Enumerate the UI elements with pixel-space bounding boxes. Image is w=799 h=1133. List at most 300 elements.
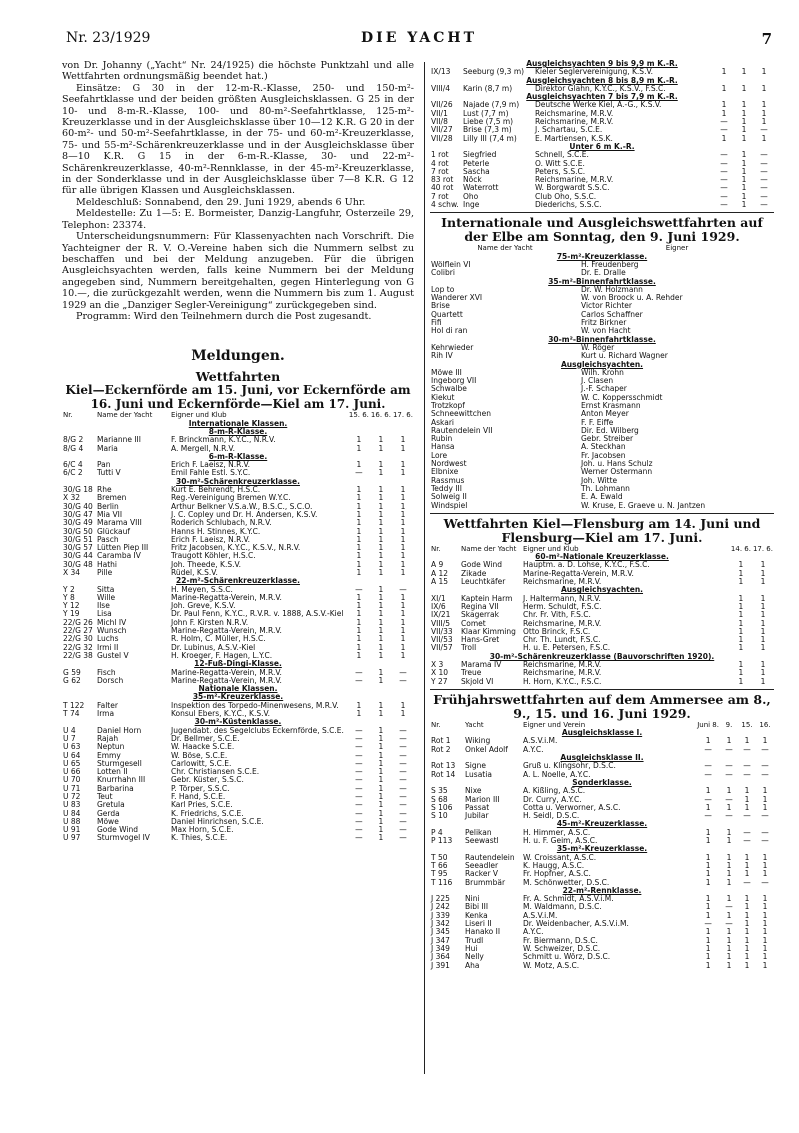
class-heading: 22-m²-Rennklasse. — [562, 886, 642, 895]
table-cell: Nordwest — [431, 460, 467, 469]
table-cell: Rassmus — [431, 476, 465, 485]
entry-row — [430, 796, 774, 804]
table-cell: Michl IV — [97, 618, 127, 627]
entry-row — [430, 151, 774, 159]
table-cell: — — [355, 759, 363, 768]
table-cell: Dr. E. Dralle — [581, 269, 626, 278]
column-header: Nr. — [63, 411, 73, 420]
table-cell: — — [355, 809, 363, 818]
entry-row — [430, 628, 774, 636]
table-cell: Joh. Witte — [581, 476, 618, 485]
class-heading: 30-m²-Schärenkreuzerklasse. — [176, 477, 300, 486]
table-cell: Karl Pries, S.C.E. — [171, 801, 233, 810]
entry-row — [62, 834, 414, 842]
table-cell: 1 — [378, 469, 384, 478]
table-cell: — — [720, 159, 728, 168]
table-cell: Marion III — [465, 795, 500, 804]
entry-row — [430, 771, 774, 779]
table-cell: — — [399, 793, 407, 801]
section-rule — [430, 513, 774, 514]
table-cell: Marine-Regatta-Verein, M.R.V. — [171, 627, 282, 636]
ammersee-heading: Frühjahrswettfahrten auf dem Ammersee am 8., 9., 15. und 16. Juni 1929. — [433, 691, 771, 721]
class-heading-row — [430, 361, 774, 369]
table-cell: Lop to — [431, 285, 455, 294]
table-cell: P. Törper, S.S.C. — [171, 784, 230, 793]
class-heading-row — [430, 336, 774, 344]
table-cell: — — [743, 762, 751, 771]
table-cell: — — [760, 126, 768, 135]
entry-row — [430, 903, 774, 911]
entry-row — [430, 485, 774, 493]
table-cell: Kaptein Harm — [461, 594, 513, 603]
entry-row — [430, 311, 774, 319]
table-cell: Reg.-Vereinigung Bremen W.Y.C. — [171, 494, 291, 503]
table-cell: J.-F. Schaper — [581, 385, 627, 394]
table-cell: Barbarina — [97, 784, 134, 793]
table-cell: Onkel Adolf — [465, 745, 508, 754]
table-cell: 1 — [744, 953, 750, 962]
table-cell: 1 — [726, 944, 732, 953]
entry-row — [430, 269, 774, 277]
table-cell: 1 — [760, 661, 766, 669]
table-cell: — — [704, 920, 712, 929]
table-cell: 1 — [378, 610, 384, 619]
table-cell: E. A. Ewald — [581, 493, 623, 502]
table-cell: — — [760, 201, 768, 210]
table-cell: U 72 — [63, 793, 81, 801]
table-cell: 1 — [705, 837, 711, 846]
table-cell: 1 — [761, 68, 767, 77]
table-cell: Möwe III — [431, 368, 462, 377]
entry-row — [62, 528, 414, 536]
table-cell: Rot 1 — [431, 737, 451, 746]
table-cell: 1 — [400, 701, 406, 710]
table-cell: 8/G 4 — [63, 444, 84, 453]
table-cell: Schmitt u. Wörz, D.S.C. — [523, 953, 611, 962]
table-cell: X 3 — [431, 661, 444, 669]
class-heading-row — [62, 478, 414, 486]
class-heading-row — [430, 253, 774, 261]
table-cell: 1 — [378, 527, 384, 536]
class-heading: Unter 6 m K.-R. — [569, 142, 635, 151]
table-cell: Skjold VI — [461, 677, 494, 686]
entry-row — [62, 793, 414, 801]
class-heading: Ausgleichsyachten 9 bis 9,9 m K.-R. — [526, 60, 678, 68]
table-header-row — [430, 545, 774, 553]
table-cell: Berlin — [97, 502, 119, 511]
table-cell: H. u. E. Petersen, F.S.C. — [523, 644, 611, 653]
table-cell: Zikade — [461, 569, 487, 578]
table-cell: — — [760, 151, 768, 160]
entry-row — [62, 503, 414, 511]
table-cell: 1 — [760, 561, 766, 570]
table-cell: 1 — [356, 618, 362, 627]
table-cell: Oho — [463, 192, 479, 201]
table-cell: Marama IV — [461, 661, 502, 669]
table-cell: W. Haacke S.C.E. — [171, 743, 235, 752]
table-cell: K. Friedrichs, S.C.E. — [171, 809, 244, 818]
entry-row — [430, 68, 774, 76]
table-cell: 1 — [726, 853, 732, 862]
table-cell: Wiking — [465, 737, 491, 746]
table-cell: Colibri — [431, 269, 455, 278]
table-cell: 1 — [356, 486, 362, 495]
entry-row — [430, 620, 774, 628]
table-cell: 1 — [378, 784, 384, 793]
table-cell: J. Clasen — [581, 377, 614, 386]
table-cell: 1 — [400, 651, 406, 660]
entry-row — [430, 804, 774, 812]
table-cell: Gode Wind — [97, 826, 139, 835]
entry-row — [62, 627, 414, 635]
entry-row — [430, 669, 774, 677]
table-cell: — — [743, 812, 751, 821]
table-cell: 1 — [378, 535, 384, 544]
table-cell: Kiekut — [431, 393, 455, 402]
table-cell: S 68 — [431, 795, 448, 804]
table-cell: 1 — [760, 636, 766, 645]
table-cell: Max Horn, S.C.E. — [171, 826, 234, 835]
column-header: 16. — [759, 720, 771, 729]
table-cell: A. Mergell, N.R.V. — [171, 444, 235, 453]
table-cell: 1 — [705, 870, 711, 879]
class-heading: 22-m²-Schärenkreuzerklasse. — [176, 577, 300, 586]
table-cell: 30/G 49 — [63, 519, 93, 528]
column-header: Eigner und Klub — [523, 544, 579, 553]
class-heading: 35-m²-Kreuzerklasse. — [556, 845, 648, 854]
table-cell: 1 — [741, 192, 747, 201]
table-cell: Hanako II — [465, 928, 501, 937]
class-heading-row — [62, 685, 414, 693]
entry-row — [430, 402, 774, 410]
table-cell: F. F. Eiffe — [581, 418, 614, 427]
table-cell: U 91 — [63, 826, 81, 835]
table-cell: 1 — [356, 593, 362, 602]
intro-paragraph: Meldestelle: Zu 1—5: E. Bormeister, Danzig-Langfuhr, Osterzeile 29, Telephon: 23374. — [62, 208, 414, 231]
table-cell: Lust (7,7 m) — [463, 109, 509, 118]
table-cell: 1 — [378, 560, 384, 569]
intro-paragraph: Einsätze: G 30 in der 12-m-R.-Klasse, 250- und 150-m²-Seefahrtklasse und der beiden größten Ausgleichsklassen. G 25 in der 10- und 8-m-R.-Klasse, 100- und 80-m²-Seefahrtklasse, 125-m²-Kreuzerklasse und in der Ausgleichsklasse über 10—12 K.R. G 20 in der 60-m²- und 50-m²-Seefahrtklasse, in der 75- und 60-m²-Kreuzerklasse, 75- und 55-m²-Schärenkreuzerklasse und in der Ausgleichsklasse über 8—10 K.R. G 15 in der 6-m-R.-Klasse, 30- und 22-m²-Schärenkreuzerklasse, 40-m²-Rennklasse, in der 45-m²-Kreuzerklasse, in der Sonderklasse und in der Ausgleichsklasse über 7—8 K.R. G 12 für alle übrigen Klassen und Ausgleichsklassen. — [62, 82, 414, 197]
entry-row — [430, 327, 774, 335]
table-cell: 1 — [738, 602, 744, 611]
table-cell: Irma — [97, 710, 115, 719]
table-cell: 1 — [762, 903, 768, 912]
entry-row — [430, 394, 774, 402]
entry-row — [430, 85, 774, 93]
column-header: Nr. — [431, 544, 441, 553]
class-heading: Ausgleichsyachten 8 bis 8,9 m K.-R. — [526, 76, 678, 85]
table-cell: Dr. Curry, A.Y.C. — [523, 795, 582, 804]
table-cell: Diederichs, S.S.C. — [535, 201, 602, 210]
table-cell: — — [355, 751, 363, 760]
table-cell: T 95 — [431, 870, 448, 879]
table-cell: 1 — [378, 834, 384, 843]
table-cell: U 83 — [63, 801, 81, 810]
class-heading-row — [62, 577, 414, 585]
table-cell: 7 rot — [431, 192, 449, 201]
entry-row — [430, 578, 774, 586]
table-cell: Passat — [465, 803, 490, 812]
table-cell: J 339 — [431, 911, 450, 920]
table-cell: F. Brinckmann, K.Y.C., N.R.V. — [171, 436, 276, 445]
table-cell: U 97 — [63, 834, 81, 843]
table-cell: — — [743, 837, 751, 846]
entry-row — [62, 735, 414, 743]
column-header: 14. 6. — [730, 544, 751, 553]
table-cell: — — [355, 776, 363, 785]
entry-row — [62, 569, 414, 577]
table-cell: VII/8 — [431, 118, 448, 127]
table-cell: 1 — [356, 627, 362, 636]
table-cell: — — [355, 585, 363, 594]
flensburg-heading: Wettfahrten Kiel—Flensburg am 14. Juni und Flensburg—Kiel am 17. Juni. — [443, 515, 761, 545]
table-cell: 1 — [760, 677, 766, 686]
table-cell: 1 — [705, 944, 711, 953]
class-heading: Ausgleichsyachten. — [560, 586, 644, 595]
table-cell: 30/G 18 — [63, 486, 93, 495]
table-cell: 1 — [356, 651, 362, 660]
entry-row — [430, 829, 774, 837]
table-cell: — — [399, 776, 407, 785]
table-cell: — — [355, 834, 363, 843]
table-cell: W. Röger — [581, 343, 615, 352]
class-heading-row — [430, 93, 774, 101]
table-cell: 1 — [400, 618, 406, 627]
table-cell: 1 — [705, 903, 711, 912]
entry-row — [62, 710, 414, 718]
table-cell: Glückauf — [97, 527, 130, 536]
table-cell: Joh. Greve, K.S.V. — [171, 602, 236, 611]
table-cell: 1 — [378, 519, 384, 528]
column-header: Name der Yacht — [97, 411, 153, 420]
table-cell: Peters, S.S.C. — [535, 167, 586, 176]
table-cell: 1 — [378, 643, 384, 652]
table-cell: — — [399, 801, 407, 810]
table-cell: 30/G 40 — [63, 502, 93, 511]
table-cell: 1 — [378, 635, 384, 644]
table-cell: 1 — [356, 461, 362, 470]
table-cell: — — [760, 176, 768, 185]
entry-row — [430, 369, 774, 377]
table-cell: Dorsch — [97, 676, 124, 685]
ammersee-table — [430, 721, 774, 970]
table-cell: Seewastl — [465, 837, 499, 846]
class-heading: 45-m²-Kreuzerklasse. — [556, 820, 648, 829]
table-cell: Fr. Jacobsen — [581, 451, 626, 460]
entry-row — [430, 493, 774, 501]
class-heading-row — [62, 453, 414, 461]
table-cell: 1 — [761, 109, 767, 118]
table-cell: Arthur Belkner V.S.a.W., B.S.C., S.C.O. — [171, 502, 313, 511]
table-cell: 1 — [378, 668, 384, 677]
table-cell: Marine-Regatta-Verein, M.R.V. — [171, 676, 282, 685]
table-cell: Marianne III — [97, 436, 141, 445]
table-cell: Brummbär — [465, 878, 506, 887]
class-heading: 35-m²-Binnenfahrtklasse. — [548, 277, 656, 286]
table-cell: U 7 — [63, 734, 76, 743]
table-cell: 1 — [760, 594, 766, 603]
entry-row — [62, 586, 414, 594]
table-cell: Comet — [461, 619, 486, 628]
table-cell: 1 — [356, 436, 362, 445]
intro-paragraph: von Dr. Johanny („Yacht“ Nr. 24/1925) die höchste Punktzahl und alle Wettfahrten ordnungsmäßig beendet hat.) — [62, 60, 414, 83]
table-cell: 1 — [744, 944, 750, 953]
table-cell: 1 — [741, 134, 747, 143]
table-cell: Cotta u. Verworner, A.S.C. — [523, 803, 621, 812]
table-cell: Wanderer XVI — [431, 294, 483, 303]
table-cell: 1 — [760, 627, 766, 636]
table-cell: 1 — [762, 870, 768, 879]
table-cell: 1 — [726, 837, 732, 846]
table-cell: 1 — [761, 118, 767, 127]
entry-row — [430, 862, 774, 870]
table-cell: — — [725, 745, 733, 754]
table-cell: Rautendelein VII — [431, 426, 493, 435]
table-cell: — — [704, 770, 712, 779]
entry-row — [430, 937, 774, 945]
entry-row — [62, 486, 414, 494]
entry-row — [430, 746, 774, 754]
table-cell: Jubilar — [465, 812, 489, 821]
table-cell: Pelikan — [465, 828, 492, 837]
table-cell: VII/57 — [431, 644, 453, 653]
table-cell: Gustel V — [97, 651, 129, 660]
table-cell: 1 — [378, 436, 384, 445]
entry-row — [62, 727, 414, 735]
class-heading-row — [430, 887, 774, 895]
table-cell: Daniel Hinrichsen, S.C.E. — [171, 817, 264, 826]
table-cell: Signe — [465, 762, 486, 771]
table-cell: 1 — [356, 635, 362, 644]
meldungen-heading: Meldungen. — [191, 348, 285, 365]
table-cell: 1 — [705, 853, 711, 862]
table-cell: 1 — [356, 701, 362, 710]
table-cell: 1 — [356, 519, 362, 528]
table-cell: 1 — [726, 828, 732, 837]
entry-row — [430, 678, 774, 686]
table-cell: T 50 — [431, 853, 448, 862]
table-cell: — — [355, 793, 363, 801]
table-cell: 1 — [760, 602, 766, 611]
table-cell: W. von Broock u. A. Rehder — [581, 294, 683, 303]
table-cell: Reichsmarine, M.R.V. — [523, 669, 602, 678]
table-cell: 1 — [762, 953, 768, 962]
table-cell: VIII/5 — [431, 619, 451, 628]
table-cell: 1 — [738, 644, 744, 653]
table-cell: 6/C 4 — [63, 461, 83, 470]
entry-row — [62, 743, 414, 751]
table-cell: — — [725, 812, 733, 821]
table-cell: 1 — [744, 787, 750, 796]
table-cell: 1 — [760, 644, 766, 653]
table-cell: Rautendelein — [465, 853, 515, 862]
table-cell: Hol di ran — [431, 327, 468, 336]
table-cell: 4 rot — [431, 159, 449, 168]
table-cell: 30/G 47 — [63, 510, 93, 519]
table-cell: Reichsmarine, M.R.V. — [535, 118, 614, 127]
table-cell: 1 — [760, 569, 766, 578]
table-cell: Rih IV — [431, 352, 453, 361]
table-cell: Lore — [431, 451, 448, 460]
table-cell: 8/G 2 — [63, 436, 84, 445]
table-cell: 1 — [762, 803, 768, 812]
table-header-row — [430, 721, 774, 729]
table-cell: Wille — [97, 593, 116, 602]
table-cell: U 70 — [63, 776, 81, 785]
table-cell: R. Holm, C. Müller, H.S.C. — [171, 635, 266, 644]
table-cell: — — [725, 770, 733, 779]
table-cell: 1 — [705, 961, 711, 970]
table-cell: Trotzkopf — [431, 401, 465, 410]
table-cell: J 349 — [431, 944, 450, 953]
table-cell: Kenka — [465, 911, 488, 920]
table-cell: Askari — [431, 418, 455, 427]
table-cell: Ingeborg VII — [431, 377, 477, 386]
table-cell: Hansa — [431, 443, 455, 452]
class-heading-row — [62, 420, 414, 428]
table-cell: VII/53 — [431, 636, 453, 645]
table-cell: U 63 — [63, 743, 81, 752]
table-cell: Lusatia — [465, 770, 492, 779]
table-cell: — — [720, 201, 728, 210]
table-cell: 1 — [400, 560, 406, 569]
table-cell: A 9 — [431, 561, 444, 570]
class-heading-row — [430, 143, 774, 151]
entry-row — [430, 787, 774, 795]
table-cell: 1 — [726, 895, 732, 904]
entry-row — [430, 762, 774, 770]
table-cell: 22/G 26 — [63, 618, 93, 627]
elbe-table — [430, 244, 774, 510]
table-cell: 1 — [741, 109, 747, 118]
table-cell: Kurt E. Behrendt, H.S.C. — [171, 486, 261, 495]
column-header: Eigner — [665, 244, 689, 253]
table-cell: Dr. Bellmer, S.C.E. — [171, 734, 240, 743]
table-cell: Fritz Birkner — [581, 319, 627, 328]
column-header: Name der Yacht — [477, 244, 533, 253]
entry-row — [430, 302, 774, 310]
entry-row — [430, 193, 774, 201]
table-cell: U 66 — [63, 768, 81, 777]
column-header: Eigner und Verein — [523, 720, 586, 729]
table-cell: — — [761, 745, 769, 754]
table-cell: — — [725, 903, 733, 912]
table-cell: Wölflein VI — [431, 260, 471, 269]
table-cell: Solweig II — [431, 493, 467, 502]
entry-row — [430, 812, 774, 820]
kiel-table — [62, 411, 414, 842]
column-header: 15. 6. — [348, 411, 369, 420]
table-cell: 1 — [741, 184, 747, 193]
table-cell: — — [704, 795, 712, 804]
entry-row — [430, 352, 774, 360]
table-cell: E. Martiensen, K.S.K. — [535, 134, 613, 143]
table-cell: 1 — [400, 535, 406, 544]
entry-row — [62, 494, 414, 502]
entry-row — [62, 561, 414, 569]
table-cell: — — [761, 828, 769, 837]
table-cell: 1 — [356, 535, 362, 544]
table-cell: J 391 — [431, 961, 450, 970]
class-heading-row — [430, 754, 774, 762]
entry-row — [62, 801, 414, 809]
table-cell: Emmy — [97, 751, 121, 760]
table-cell: Skagerrak — [461, 611, 499, 620]
table-cell: G 62 — [63, 676, 81, 685]
table-cell: 1 — [705, 787, 711, 796]
table-cell: 1 — [378, 710, 384, 719]
right-column — [430, 60, 774, 970]
